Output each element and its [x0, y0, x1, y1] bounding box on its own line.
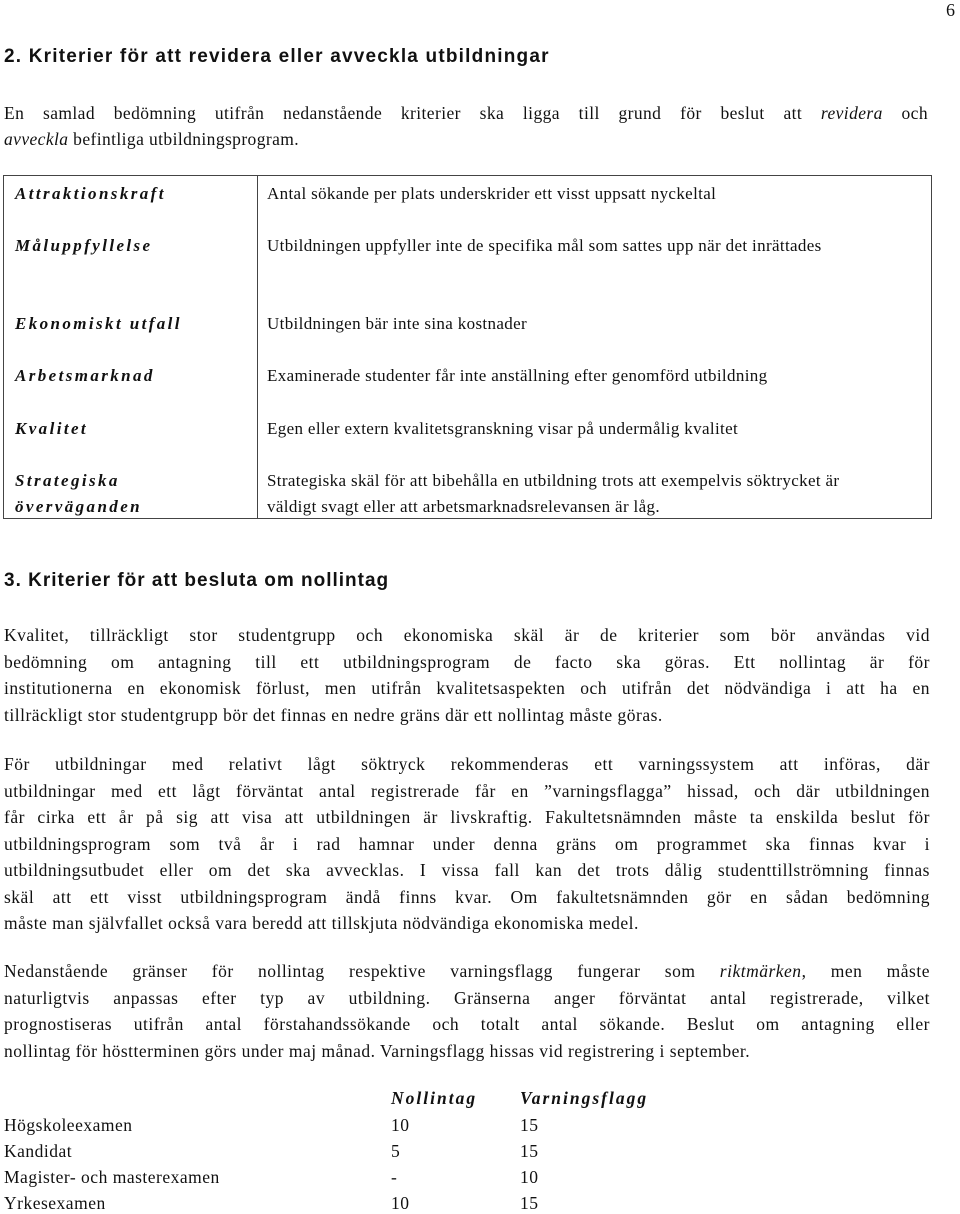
row-label: Högskoleexamen [4, 1115, 133, 1135]
paragraph-line: tillräckligt stor studentgrupp bör det finnas en nedre gräns där ett nollintag måste göras. [4, 704, 663, 725]
cell-varningsflagg: 15 [520, 1115, 539, 1135]
criteria-table [3, 175, 932, 519]
paragraph-line: prognostiseras utifrån antal förstahandssökande och totalt antal sökande. Beslut om antagning eller [4, 1014, 930, 1034]
cell-varningsflagg: 10 [520, 1167, 539, 1187]
criterion-description: Strategiska skäl för att bibehålla en utbildning trots att exempelvis söktrycket är väldigt svagt eller att arbetsmarknadsrelevansen är låg. [267, 471, 840, 516]
criteria-column-divider [257, 176, 258, 518]
column-header-varningsflagg: Varningsflagg [520, 1088, 649, 1108]
cell-varningsflagg: 15 [520, 1141, 539, 1161]
paragraph-text: , men måste [801, 961, 930, 981]
row-label: Kandidat [4, 1141, 73, 1161]
criterion-description: Egen eller extern kvalitetsgranskning visar på undermålig kvalitet [267, 419, 739, 438]
criterion-description: Utbildningen uppfyller inte de specifika mål som sattes upp när det inrättades [267, 236, 822, 255]
criterion-description: Examinerade studenter får inte anställning efter genomförd utbildning [267, 366, 768, 385]
cell-nollintag: 5 [391, 1141, 401, 1161]
section-2-heading: 2. Kriterier för att revidera eller avveckla utbildningar [4, 46, 550, 67]
criterion-name: Attraktionskraft [15, 184, 166, 203]
paragraph [4, 622, 930, 728]
cell-varningsflagg: 15 [520, 1193, 539, 1213]
criterion-name: Arbetsmarknad [15, 366, 155, 385]
criterion-description: Utbildningen bär inte sina kostnader [267, 314, 527, 333]
paragraph-line: institutionerna en ekonomisk förlust, men utifrån kvalitetsaspekten och utifrån det nödvändiga i att ha en [4, 678, 930, 698]
criterion-description: Antal sökande per plats underskrider ett visst uppsatt nyckeltal [267, 184, 717, 203]
paragraph [4, 751, 930, 937]
criterion-name: Strategiska överväganden [15, 471, 143, 516]
paragraph-line: får cirka ett år på sig att visa att utbildningen är livskraftig. Fakultetsnämnden måste ta enskilda beslut för [4, 807, 930, 827]
row-label: Magister- och masterexamen [4, 1167, 220, 1187]
paragraph-line: utbildningsutbudet eller om det ska avvecklas. I vissa fall kan det trots dålig studenttillströmning finnas [4, 860, 930, 880]
paragraph-text: Nedanstående gränser för nollintag respektive varningsflagg fungerar som [4, 961, 720, 981]
paragraph-line: bedömning om antagning till ett utbildningsprogram de facto ska göras. Ett nollintag är för [4, 651, 930, 672]
paragraph-line: måste man självfallet också vara beredd att tillskjuta nödvändiga ekonomiska medel. [4, 913, 639, 933]
paragraph [4, 958, 930, 1064]
column-header-nollintag: Nollintag [391, 1088, 478, 1108]
cell-nollintag: 10 [391, 1115, 410, 1135]
criterion-name: Kvalitet [15, 419, 89, 438]
intro-emphasis-revidera: revidera [820, 103, 883, 123]
cell-nollintag: 10 [391, 1193, 410, 1213]
paragraph-line: Kvalitet, tillräckligt stor studentgrupp och ekonomiska skäl är de kriterier som bör användas vid [4, 625, 930, 645]
paragraph-line: För utbildningar med relativt lågt söktryck rekommenderas ett varningssystem att införas, där [4, 754, 930, 774]
cell-nollintag: - [391, 1167, 398, 1187]
intro-text: En samlad bedömning utifrån nedanstående kriterier ska ligga till grund för beslut att [4, 103, 821, 123]
emphasis-riktmarken: riktmärken [719, 961, 802, 981]
page-number: 6 [946, 0, 955, 20]
intro-emphasis-avveckla: avveckla [4, 129, 69, 149]
section-3-heading: 3. Kriterier för att besluta om nollintag [4, 570, 390, 591]
intro-text: befintliga utbildningsprogram. [68, 129, 300, 149]
paragraph-line: skäl att ett visst utbildningsprogram ändå finns kvar. Om fakultetsnämnden gör en sådan bedömning [4, 886, 930, 907]
paragraph-line: utbildningsprogram som två år i rad hamnar under denna gräns om programmet ska finnas kvar i [4, 833, 930, 854]
row-label: Yrkesexamen [4, 1193, 106, 1213]
criterion-name: Ekonomiskt utfall [15, 314, 182, 333]
intro-text: och [882, 103, 928, 123]
paragraph-line: nollintag för höstterminen görs under maj månad. Varningsflagg hissas vid registrering i september. [4, 1040, 751, 1061]
paragraph-line [4, 958, 930, 985]
paragraph-line: naturligtvis anpassas efter typ av utbildning. Gränserna anger förväntat antal registrerade, vilket [4, 987, 930, 1008]
section-2-intro [4, 100, 928, 152]
paragraph-line: utbildningar med ett lågt förväntat antal registrerade får en ”varningsflagga” hissad, och där utbildningen [4, 780, 930, 801]
criterion-name: Måluppfyllelse [15, 236, 153, 255]
